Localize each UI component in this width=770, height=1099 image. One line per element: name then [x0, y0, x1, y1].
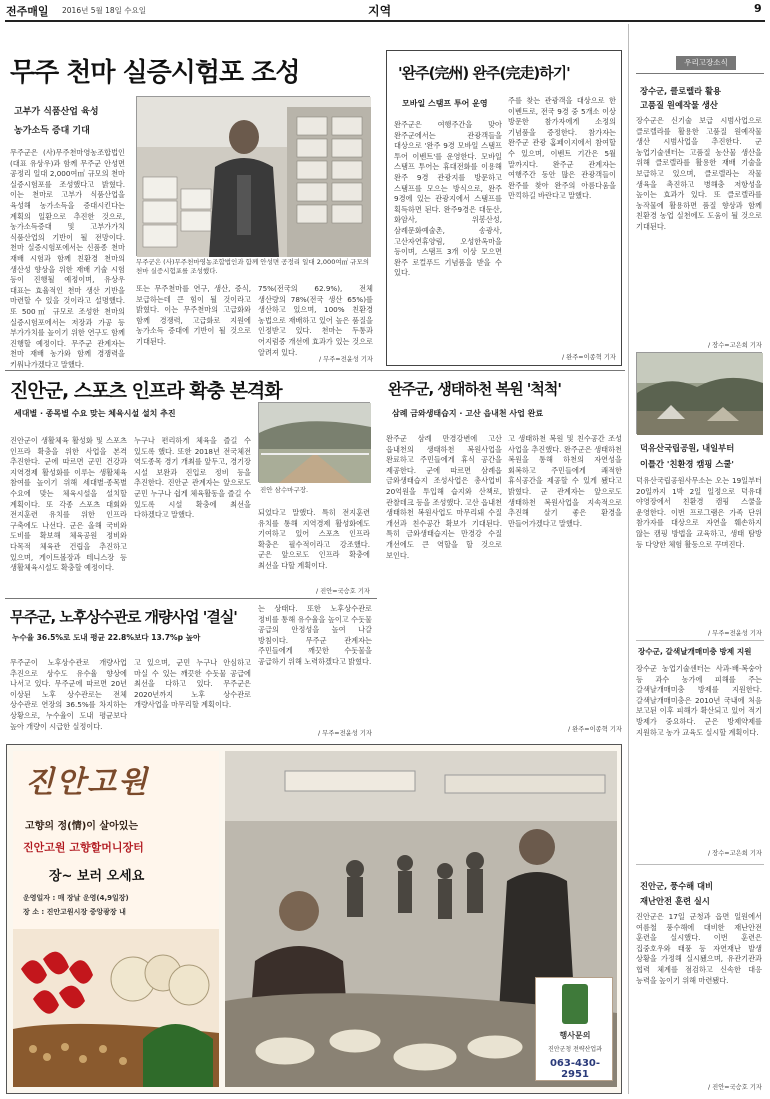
sidebar-item3-byline: / 장수=고은희 기자 — [708, 850, 762, 857]
produce-illustration — [13, 929, 219, 1087]
sidebar-item2-body: 덕유산국립공원사무소는 오는 19일부터 20일까지 1박 2일 일정으로 덕유대 야영장에서 친환경 캠핑 스쿨을 운영한다. 이번 프로그램은 가족 단위 참가자를 대상으로 자연을 훼손하지 않는 캠핑 방법을 교육하고, 생태 탐방 등 다양한 체험 활동으로 꾸며진다. — [636, 476, 762, 549]
sidebar-item4-byline: / 진안=국승호 기자 — [708, 1084, 762, 1091]
paper-name: 전주매일 — [6, 5, 49, 18]
wanju-tour-headline: '완주(完州) 완주(完走)하기' — [398, 64, 570, 82]
ad-line1: 고향의 정(情)이 살아있는 — [25, 821, 139, 832]
muju-water-body-col3: 는 상태다. 또한 노후상수관로 정비를 통해 유수율을 높이고 수돗물 공급의 안정성을 높여 나갈 방침이다. 무주군 관계자는 주민들에게 깨끗한 수돗물을 공급하기 위해 노력하겠다고 밝혔다. — [258, 604, 372, 666]
sidebar-divider — [628, 24, 629, 1094]
ad-contact-card — [535, 977, 613, 1081]
ad-office: 행사문의 — [559, 1031, 591, 1040]
sidebar-item4-body: 진안군은 17일 군청과 읍면 일원에서 여름철 풍수해에 대비한 재난안전 훈련을 실시했다. 이번 훈련은 집중호우와 태풍 등 자연재난 발생 상황을 가정해 실시됐으며, 유관기관과 협력 체계를 점검하고 신속한 대응 능력을 높이기 위해 마련됐다. — [636, 912, 762, 985]
wanju-eco-byline: / 완주=이종혁 기자 — [568, 726, 622, 733]
wanju-tour-subhead: 모바일 스탬프 투어 운영 — [402, 99, 488, 108]
wanju-eco-headline: 완주군, 생태하천 복원 '척척' — [388, 380, 561, 398]
wanju-eco-body-col1: 완주군 삼례 만경강변에 고산 읍내천의 생태하천 복원사업을 완료하고 주민들에게 휴식 공간을 제공한다. 군에 따르면 삼례읍 금와생태습지 조성사업은 총사업비 20억원을 투입해 습지와 산책로, 관찰데크 등을 조성했다. 고산 읍내천 생태하천 복원사업도 마무리돼 수질 개선과 친수공간 확보가 기대된다. 특히 금와생태습지는 만경강 수질 개선에도 큰 역할을 할 것으로 보인다. — [386, 434, 502, 560]
jinan-byline: / 진안=국승호 기자 — [316, 588, 370, 595]
ad-place-label: 장 소 : 진안고원시장 중앙광장 내 — [23, 908, 126, 916]
wanju-eco-body-col2: 고 생태하천 복원 및 친수공간 조성 사업을 추진했다. 완주군은 생태하천 복원을 통해 하천의 자연성을 회복하고 주민들에게 쾌적한 휴식공간을 제공할 수 있게 됐다고 밝혔다. 군 관계자는 앞으로도 생태하천 복원사업을 지속적으로 추진해 살기 좋은 환경을 만들어가겠다고 말했다. — [508, 434, 622, 528]
muju-water-headline: 무주군, 노후상수관로 개량사업 '결실' — [10, 608, 237, 626]
tianma-subhead-2: 농가소득 증대 기대 — [14, 126, 90, 136]
jinan-body-col1: 진안군이 생활체육 활성화 및 스포츠 인프라 확충을 위한 사업을 본격 추진한다. 군에 따르면 군민 건강과 지역경제 활성화를 이루는 생활체육 참여를 높이기 위해 세대별·종목별 수요에 맞는 체육시설을 설치할 계획이다. 또 각종 스포츠 대회와 전지훈련 유치를 위한 인프라 구축에도 나선다. 군은 올해 국비와 도비를 확보해 체육공원 정비와 다목적 체육관 건립을 추진하고 있으며, 게이트볼장과 테니스장 등 생활체육시설도 확충할 예정이다. — [10, 436, 127, 573]
tianma-body-col2: 또는 무주천마를 연구, 생산, 증식, 보급하는데 큰 힘이 될 것이라고 밝혔다. 이는 무주천마의 고급화와 함께 경쟁력, 고급화로 지원에 농가소득 증대에 기반이 될 것으로 기대된다. — [136, 284, 251, 346]
tianma-body-col3: 75%(전국의 62.9%), 전체 생산량의 78%(전국 생산 65%)를 생산하고 있으며, 100% 친환경 농법으로 재배하고 있어 높은 품질을 인정받고 있다. 천마는 두통과 어지럼증 개선에 효과가 있는 것으로 알려져 있다. — [258, 284, 373, 357]
sidebar-item4-headline-2: 재난안전 훈련 실시 — [640, 896, 710, 906]
ad-brand: 진안고원 — [25, 765, 149, 800]
sidebar-item2-headline-1: 덕유산국립공원, 내일부터 — [640, 443, 735, 453]
jinan-caption: 진안 삼수마구장. — [260, 486, 309, 494]
ad-date-label: 운영일자 : 매 장날 운영(4,9일장) — [23, 894, 129, 902]
sidebar-item4-headline-1: 진안군, 풍수해 대비 — [640, 881, 714, 891]
market-ad — [6, 744, 622, 1094]
tianma-photo-illustration — [137, 97, 371, 257]
wanju-tour-body-col1: 완주군은 여행주간을 맞아 완주군에서는 관광객들을 대상으로 '완주 9경 모바일 스탬프 투어 이벤트'를 운영한다. 모바일 스탬프 투어는 휴대전화를 이용해 완주 9경 관광지를 방문하고 스탬프를 모으는 방식으로, 완주 9경에 있는 관광지에서 스탬프를 획득하면 된다. 완주9경은 대둔산, 화암사, 위봉산성, 삼례문화예술촌, 송광사, 고산자연휴양림, 오성한옥마을 등이며, 스탬프 3개 이상 모으면 완주 로컬푸드 기념품을 받을 수 있다. — [394, 120, 502, 278]
sidebar-top-rule — [636, 73, 764, 74]
wanju-tour-body-col2: 주를 찾는 관광객을 대상으로 한 이벤트로, 전국 9경 중 5개소 이상 방문한 참가자에게 소정의 기념품을 증정한다. 참가자는 완주군 관광 홈페이지에서 참여할 수 있으며, 이벤트 기간은 5월 말까지다. 완주군 관계자는 여행주간 동안 많은 관광객들이 완주를 찾아 완주의 아름다움을 만끽하길 바란다고 말했다. — [508, 96, 616, 201]
wanju-eco-subhead: 삼례 금와생태습지 · 고산 읍내천 사업 완료 — [392, 409, 544, 418]
sidebar-campground-photo — [636, 352, 762, 434]
sidebar-item1-headline-2: 고품질 원예작물 생산 — [640, 100, 718, 110]
sidebar-item2-byline: / 무주=전윤성 기자 — [708, 630, 762, 637]
tianma-caption: 무주군은 (사)무주천마영농조합법인과 함께 안성면 공정리 일대 2,000여㎡ 규모의 천마 실증시험포를 조성했다. — [136, 258, 370, 275]
issue-date: 2016년 5월 18일 수요일 — [62, 6, 147, 15]
section-rule-2 — [5, 598, 377, 599]
section-title: 지역 — [368, 4, 392, 18]
ad-text-panel — [13, 751, 219, 1087]
sidebar-rule-2 — [636, 640, 764, 641]
ad-market-photo — [225, 751, 617, 1087]
muju-water-byline: / 무주=전윤성 기자 — [318, 730, 372, 737]
jinan-baseball-photo — [258, 402, 370, 482]
jinan-subhead: 세대별 · 종목별 수요 맞는 체육시설 설치 추진 — [14, 409, 176, 418]
sidebar-item3-body: 장수군 농업기술센터는 사과·배·복숭아 등 과수 농가에 피해를 주는 갈색날개매미충 방제를 지원한다. 갈색날개매미충은 2010년 국내에 처음 보고된 이후 피해가 확산되고 있어 적기 방제가 중요하다. 군은 방제약제를 지원하고 농가 교육도 실시할 계획이다. — [636, 664, 762, 737]
sidebar-item2-headline-2: 이틀간 '친환경 캠핑 스쿨' — [640, 459, 734, 469]
muju-water-subhead: 누수율 36.5%로 도내 평균 22.8%보다 13.7%p 높아 — [12, 633, 201, 642]
sidebar-item1-headline-1: 장수군, 클로렐라 활용 — [640, 86, 722, 96]
tianma-headline: 무주 천마 실증시험포 조성 — [10, 58, 300, 88]
tianma-subhead-1: 고부가 식품산업 육성 — [14, 107, 99, 117]
ad-office-sub: 진안군청 전략산업과 — [547, 1046, 603, 1053]
header-rule — [5, 20, 765, 22]
muju-water-body-col2: 고 있으며, 군민 누구나 안심하고 마실 수 있는 깨끗한 수돗물 공급에 최선을 다하고 있다. 무주군은 2020년까지 노후 상수관로 개량사업을 마무리할 계획이다. — [134, 658, 251, 710]
tianma-body-col1: 무주군은 (사)무주천마영농조합법인(대표 유상우)과 함께 무주군 안성면 공정리 일대 2,000여㎡ 규모의 천마 실증시험포를 조성했다고 밝혔다. 이는 천마로 고부가 식품산업을 육성해 농가소득을 증대시킨다는 계획의 일환으로 추진한 것으로, 농가소득증대 및 고부가가치 식품산업의 기반이 될 전망이다. 천마 실증시험포에서는 신품종 천마 재배 시험과 함께 친환경 천마의 생산성 향상을 위한 재배 기술 시험 등이 진행될 예정이며, 유상우 대표는 효율적인 천마 생산 기반을 마련할 수 있을 것이라고 설명했다. 또 500㎡ 규모로 조성한 천마의 실증시험포에서는 저장과 가공 등 부가가치를 높이기 위한 연구도 함께 진행할 예정이다. 무주군 관계자는 천마 재배 농가와 함께 경쟁력을 키워나가겠다고 말했다. — [10, 148, 125, 369]
sidebar-rule-3 — [636, 864, 764, 865]
page-number: 9 — [754, 2, 762, 15]
sidebar-item3-headline: 장수군, 갈색날개매미충 방제 지원 — [638, 647, 752, 656]
masthead — [0, 0, 770, 18]
jinan-body-col2: 누구나 편리하게 체육을 즐길 수 있도록 했다. 또한 2018년 전국체전 역도종목 경기 개최를 앞두고, 경기장 시설 보완과 진입로 정비 등을 추진한다. 진안군 관계자는 앞으로도 군민 누구나 쉽게 체육활동을 즐길 수 있도록 시설 확충에 최선을 다하겠다고 말했다. — [134, 436, 251, 520]
ad-phone: 063-430-2951 — [549, 1058, 601, 1080]
jinan-body-col3: 되었다고 말했다. 특히 전지훈련 유치를 통해 지역경제 활성화에도 기여하고 있어 스포츠 인프라 확충은 필수적이라고 강조했다. 군은 앞으로도 인프라 확충에 최선을 다할 계획이다. — [258, 508, 370, 570]
sidebar-item1-byline: / 장수=고은희 기자 — [708, 342, 762, 349]
muju-water-body-col1: 무주군이 노후상수관로 개량사업 추진으로 상수도 유수율 향상에 나서고 있다. 무주군에 따르면 20년 이상된 노후 상수관로는 전체 상수관로 연장의 36.5%를 차지하는 상황으로, 누수율이 도내 평균보다 높아 개량이 시급한 실정이다. — [10, 658, 127, 731]
ad-emblem-icon — [562, 984, 588, 1024]
wanju-tour-byline: / 완주=이종혁 기자 — [562, 354, 616, 361]
section-rule-1 — [5, 370, 625, 371]
campground-illustration — [637, 353, 763, 435]
tianma-photo — [136, 96, 370, 256]
sidebar-label: 우리고장소식 — [676, 56, 736, 70]
sidebar-item1-body: 장수군은 신기술 보급 시범사업으로 클로렐라를 활용한 고품질 원예작물 생산 시범사업을 추진한다. 군 농업기술센터는 고품질 농산물 생산을 위해 클로렐라를 활용한 재배 기술을 보급하고 있으며, 클로렐라는 작물 생육을 촉진하고 병해충 저항성을 높이는 효과가 있다. 또 클로렐라를 농작물에 활용하면 품질 향상과 함께 친환경 농업 실천에도 도움이 될 것으로 기대된다. — [636, 116, 762, 231]
jinan-headline: 진안군, 스포츠 인프라 확충 본격화 — [10, 380, 282, 402]
ad-line2: 진안고원 고향할머니장터 — [23, 841, 144, 854]
tianma-byline: / 무주=전윤성 기자 — [319, 356, 373, 363]
baseball-field-illustration — [259, 403, 371, 483]
ad-line3: 장~ 보러 오세요 — [49, 869, 145, 884]
